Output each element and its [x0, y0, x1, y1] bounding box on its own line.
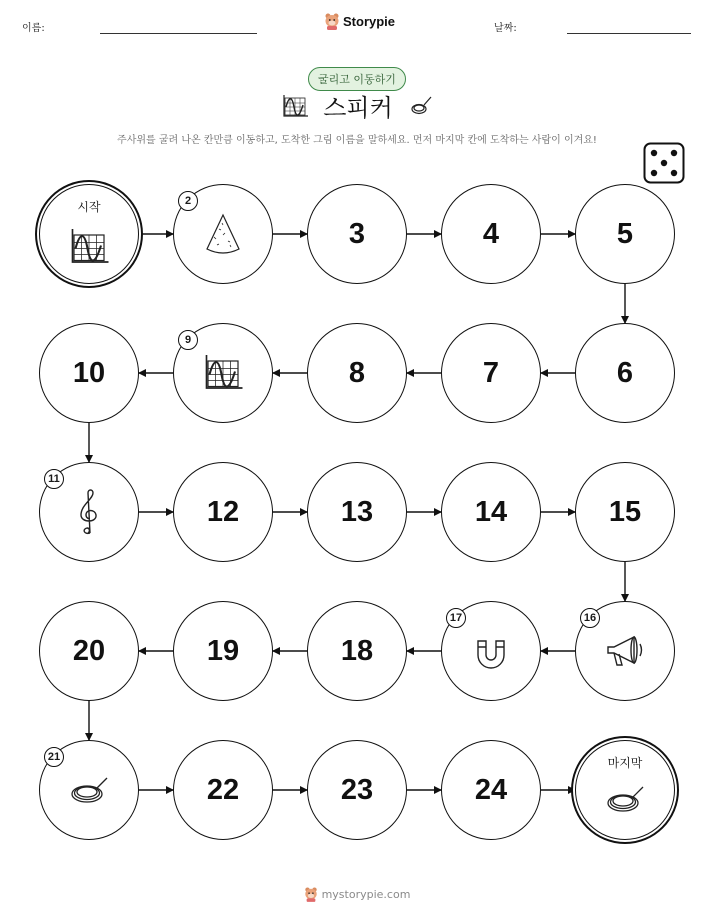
cell-number-badge: 17 — [446, 608, 466, 628]
cell-number: 7 — [482, 356, 500, 389]
board-cell-14[interactable] — [441, 462, 541, 562]
board-cell-23[interactable] — [307, 740, 407, 840]
cell-number: 24 — [474, 773, 508, 806]
board-cell-21[interactable] — [39, 740, 139, 840]
board-cell-9[interactable] — [173, 323, 273, 423]
board-cell-19[interactable] — [173, 601, 273, 701]
board-cell-4[interactable] — [441, 184, 541, 284]
page-title: 스피커 — [323, 94, 393, 122]
board-cell-10[interactable] — [39, 323, 139, 423]
cell-number: 19 — [206, 634, 240, 667]
cell-number: 22 — [206, 773, 240, 806]
cell-label: 시작 — [77, 200, 101, 214]
board-cell-12[interactable] — [173, 462, 273, 562]
board-cell-17[interactable] — [441, 601, 541, 701]
board-cell-22[interactable] — [173, 740, 273, 840]
cell-number: 5 — [616, 217, 634, 250]
start-cell[interactable] — [39, 184, 139, 284]
cell-label: 마지막 — [607, 756, 643, 770]
board-cell-3[interactable] — [307, 184, 407, 284]
cell-number-badge: 16 — [580, 608, 600, 628]
cell-number-badge: 9 — [178, 330, 198, 350]
board-cell-24[interactable] — [441, 740, 541, 840]
cell-number: 10 — [72, 356, 106, 389]
cell-number: 3 — [348, 217, 366, 250]
coil-icon — [603, 783, 647, 815]
megaphone-icon — [602, 631, 648, 671]
cone-icon — [200, 211, 246, 257]
cell-number: 13 — [340, 495, 374, 528]
graph-icon — [68, 227, 110, 267]
magnet-icon — [470, 631, 512, 671]
cell-number-badge: 21 — [44, 747, 64, 767]
date-label: 날짜: — [494, 23, 517, 34]
cell-number: 23 — [340, 773, 374, 806]
brand-name: Storypie — [343, 13, 396, 29]
mascot-icon — [304, 886, 318, 902]
cell-number: 8 — [348, 356, 366, 389]
cell-number: 20 — [72, 634, 106, 667]
name-label: 이름: — [22, 23, 45, 34]
board-cell-11[interactable] — [39, 462, 139, 562]
board-cell-6[interactable] — [575, 323, 675, 423]
board-cell-20[interactable] — [39, 601, 139, 701]
board-cell-16[interactable] — [575, 601, 675, 701]
cell-number: 18 — [340, 634, 374, 667]
cell-number-badge: 11 — [44, 469, 64, 489]
instructions: 주사위를 굴려 나온 칸만큼 이동하고, 도착한 그림 이름을 말하세요. 먼저 마지막 칸에 도착하는 사람이 이겨요! — [117, 135, 597, 146]
cell-number-badge: 2 — [178, 191, 198, 211]
board-cell-5[interactable] — [575, 184, 675, 284]
board-cell-15[interactable] — [575, 462, 675, 562]
footer-url[interactable]: mystorypie.com — [321, 887, 411, 901]
cell-number: 12 — [206, 495, 240, 528]
board-cell-18[interactable] — [307, 601, 407, 701]
coil-icon — [67, 774, 111, 806]
board-cell-8[interactable] — [307, 323, 407, 423]
treble-clef-icon — [76, 487, 102, 537]
finish-cell[interactable] — [575, 740, 675, 840]
board-cell-2[interactable] — [173, 184, 273, 284]
board-cell-7[interactable] — [441, 323, 541, 423]
footer — [0, 886, 714, 902]
activity-tag: 굴리고 이동하기 — [308, 67, 406, 91]
graph-icon — [202, 353, 244, 393]
cell-number: 14 — [474, 495, 508, 528]
cell-number: 6 — [616, 356, 634, 389]
board-cell-13[interactable] — [307, 462, 407, 562]
cell-number: 15 — [608, 495, 642, 528]
cell-number: 4 — [482, 217, 500, 250]
